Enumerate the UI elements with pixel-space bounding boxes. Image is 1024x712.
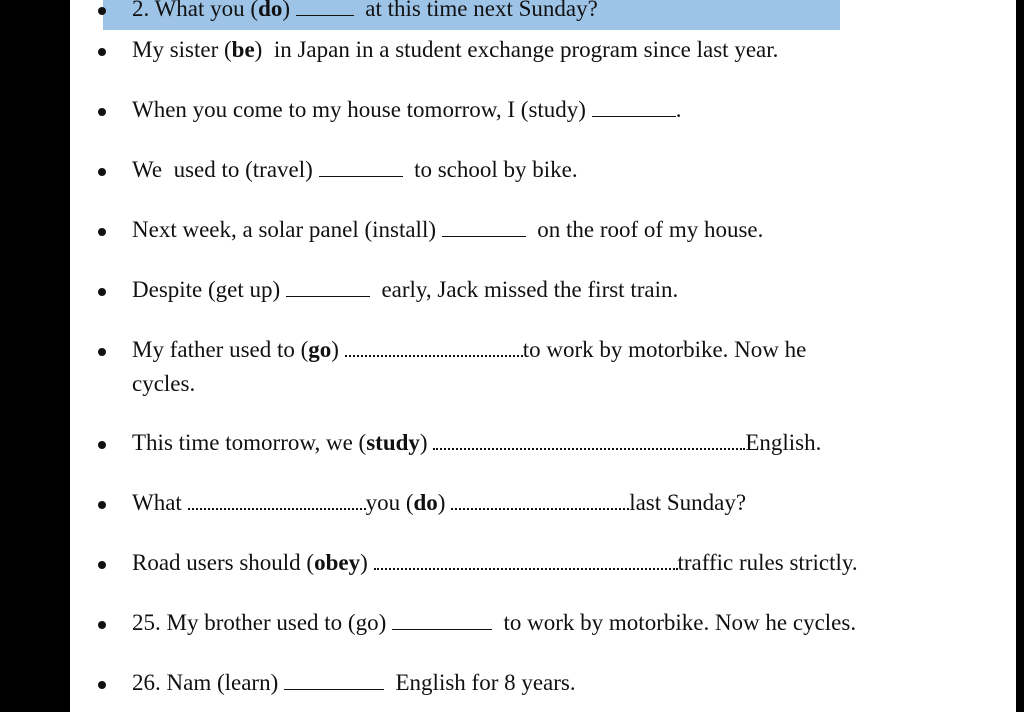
bullet <box>98 681 106 689</box>
exercise-text <box>132 546 858 580</box>
sentence-part: to work by motorbike. Now he <box>522 337 807 362</box>
answer-blank[interactable] <box>319 154 403 177</box>
sentence-part: ) <box>282 0 291 21</box>
exercise-text <box>132 153 578 187</box>
sentence-part: you ( <box>365 490 414 515</box>
bullet <box>98 501 106 509</box>
answer-blank[interactable] <box>433 426 745 450</box>
sentence-part: Next week, a solar panel (install) <box>132 217 436 242</box>
bullet <box>98 108 106 116</box>
answer-blank[interactable] <box>442 214 526 237</box>
sentence-part: We used to (travel) <box>132 157 313 182</box>
exercise-text <box>132 333 806 367</box>
sentence-part: on the roof of my house. <box>537 217 764 242</box>
bullet <box>98 168 106 176</box>
exercise-text <box>132 666 576 700</box>
verb-bold: obey <box>314 550 361 575</box>
exercise-text <box>132 213 763 247</box>
sentence-part: ) <box>331 337 339 362</box>
sentence-part: to work by motorbike. Now he cycles. <box>503 610 857 635</box>
answer-blank[interactable] <box>374 546 678 570</box>
sentence-part: 26. Nam (learn) <box>132 670 279 695</box>
sentence-part: 2. What you ( <box>132 0 259 21</box>
sentence-part: English. <box>745 430 822 455</box>
exercise-text <box>132 273 678 307</box>
verb-bold: be <box>231 37 255 62</box>
sentence-part: traffic rules strictly. <box>677 550 858 575</box>
sentence-part: last Sunday? <box>629 490 747 515</box>
verb-bold: go <box>308 337 332 362</box>
bullet <box>98 621 106 629</box>
sentence-part: early, Jack missed the first train. <box>381 277 679 302</box>
sentence-part: When you come to my house tomorrow, I (study) <box>132 97 586 122</box>
sentence-part: ) in Japan in a student exchange program since last year. <box>254 37 779 62</box>
bullet <box>98 348 106 356</box>
sentence-part: at this time next Sunday? <box>365 0 598 21</box>
worksheet-page <box>70 0 1016 712</box>
verb-bold: do <box>258 0 283 21</box>
answer-blank[interactable] <box>451 486 629 510</box>
bullet <box>98 48 106 56</box>
exercise-text <box>132 0 598 26</box>
sentence-part: ) <box>437 490 446 515</box>
answer-blank[interactable] <box>188 486 366 510</box>
sentence-part: What <box>132 490 182 515</box>
bullet <box>98 441 106 449</box>
sentence-part: 25. My brother used to (go) <box>132 610 387 635</box>
sentence-part: . <box>675 97 682 122</box>
exercise-text <box>132 606 856 640</box>
sentence-part: My sister ( <box>132 37 232 62</box>
sentence-part: My father used to ( <box>132 337 309 362</box>
sentence-part: cycles. <box>132 371 196 396</box>
bullet <box>98 228 106 236</box>
answer-blank[interactable] <box>592 94 676 117</box>
answer-blank[interactable] <box>286 274 370 297</box>
sentence-part: Despite (get up) <box>132 277 281 302</box>
bullet <box>98 7 106 15</box>
sentence-part: to school by bike. <box>414 157 578 182</box>
sentence-part: Road users should ( <box>132 550 315 575</box>
bullet <box>98 288 106 296</box>
sentence-part: ) <box>419 430 428 455</box>
exercise-text <box>132 33 778 67</box>
bullet <box>98 561 106 569</box>
exercise-text <box>132 486 746 520</box>
verb-bold: study <box>366 430 420 455</box>
sentence-part: English for 8 years. <box>395 670 576 695</box>
answer-blank[interactable] <box>345 333 523 357</box>
answer-blank[interactable] <box>284 667 384 690</box>
exercise-item <box>70 333 1016 403</box>
answer-blank[interactable] <box>392 607 492 630</box>
sentence-part: This time tomorrow, we ( <box>132 430 367 455</box>
sentence-part: ) <box>360 550 368 575</box>
exercise-text <box>132 426 821 460</box>
answer-blank[interactable] <box>296 0 354 16</box>
exercise-text <box>132 93 681 127</box>
verb-bold: do <box>413 490 438 515</box>
